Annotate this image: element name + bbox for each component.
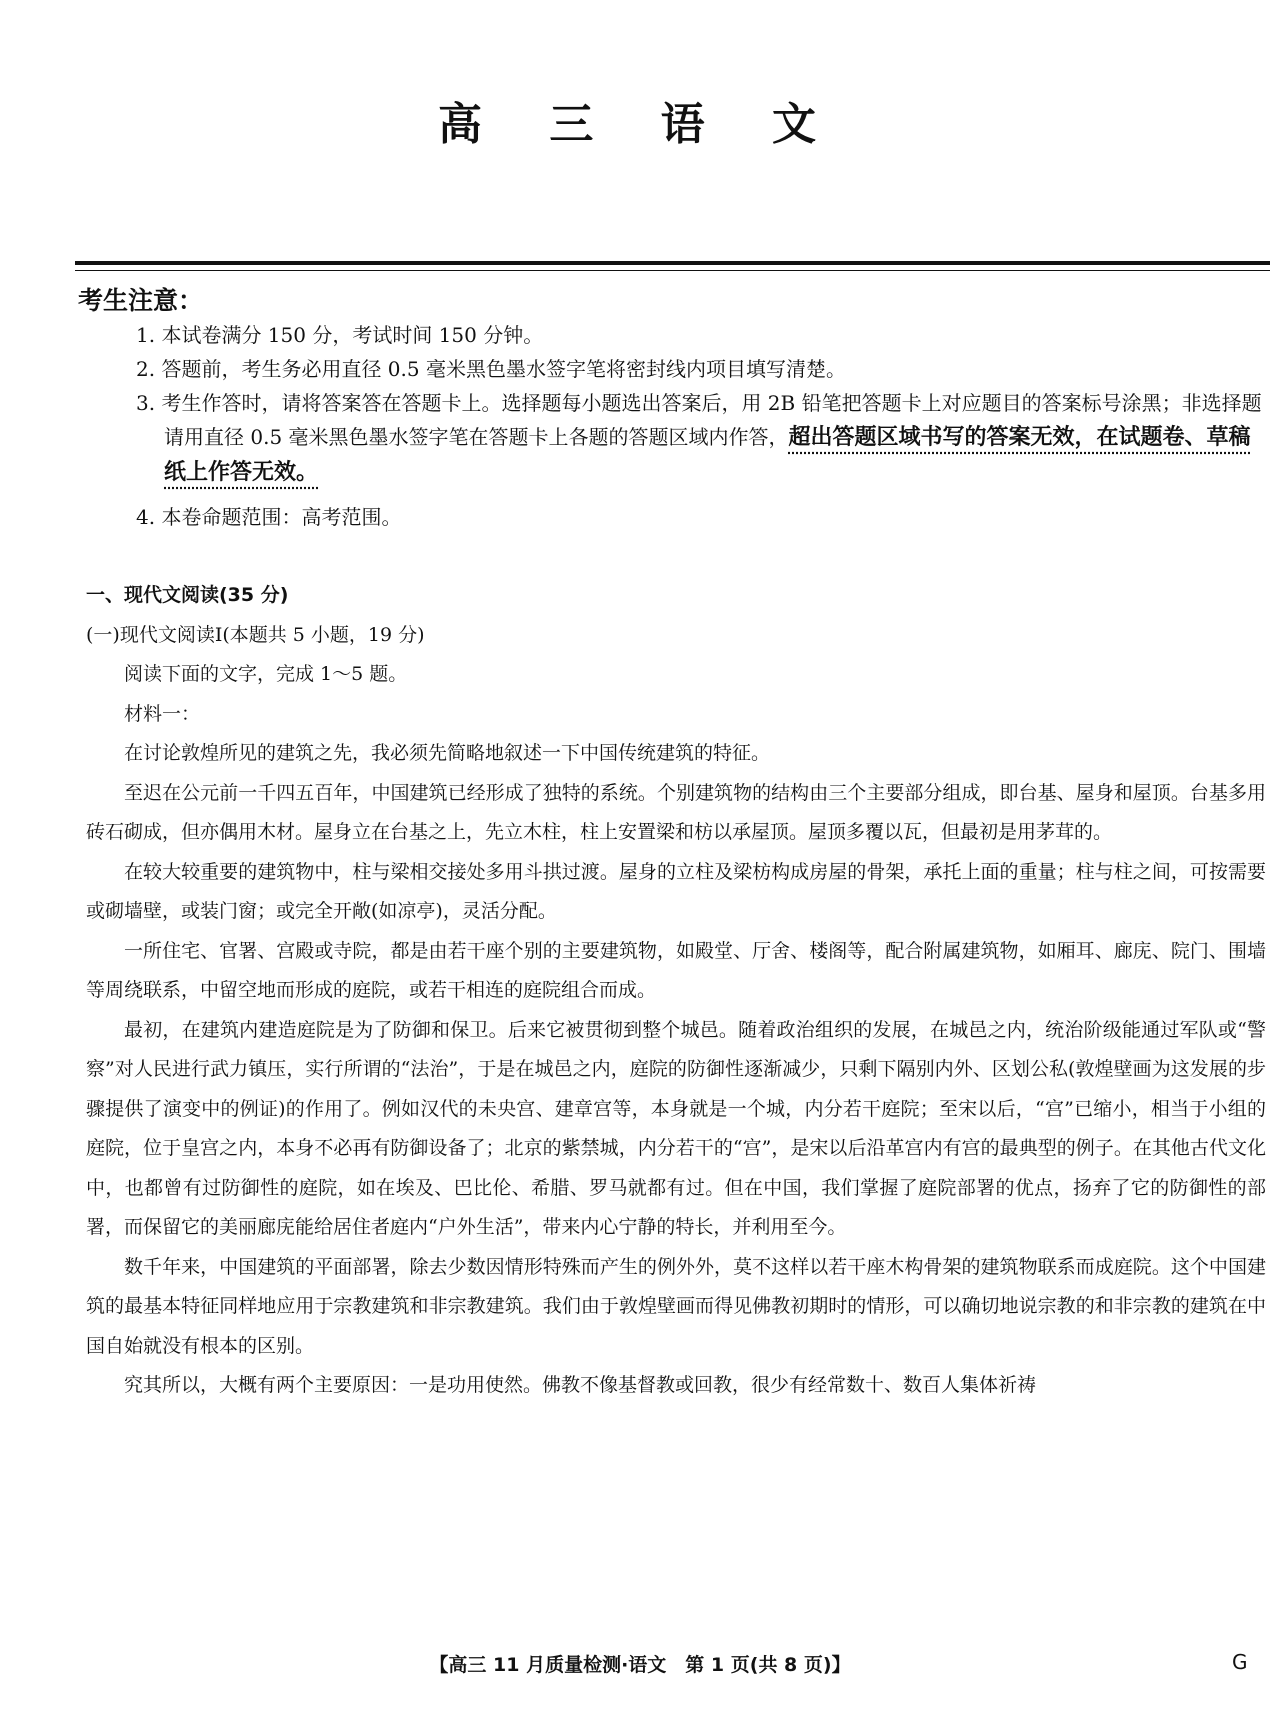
paragraph: 在较大较重要的建筑物中，柱与梁相交接处多用斗拱过渡。屋身的立柱及梁枋构成房屋的骨架，承托上面的重量；柱与柱之间，可按需要或砌墙壁，或装门窗；或完全开敞(如凉亭)，灵活分配。 xyxy=(86,860,1266,922)
paragraph: 究其所以，大概有两个主要原因：一是功用使然。佛教不像基督教或回教，很少有经常数十、数百人集体祈祷 xyxy=(124,1374,1037,1396)
paragraph: 在讨论敦煌所见的建筑之先，我必须先简略地叙述一下中国传统建筑的特征。 xyxy=(124,742,771,764)
notice-item-3-emphasis: 超出答题区域书写的答案无效，在试题卷、草稿纸上作答无效。 xyxy=(164,425,1251,485)
header-divider-thick xyxy=(75,261,1270,265)
material-label: 材料一： xyxy=(124,702,201,725)
reading-instruction: 阅读下面的文字，完成 1～5 题。 xyxy=(124,663,408,685)
notice-item-4: 4. 本卷命题范围：高考范围。 xyxy=(136,505,402,529)
page-footer: 【高三 11 月质量检测·语文 第 1 页(共 8 页)】 xyxy=(429,1654,851,1676)
section-subheading: (一)现代文阅读Ⅰ(本题共 5 小题，19 分) xyxy=(86,623,425,646)
notice-item-2: 2. 答题前，考生务必用直径 0.5 毫米黑色墨水签字笔将密封线内项目填写清楚。 xyxy=(136,357,846,381)
header-divider-thin xyxy=(75,270,1270,271)
paragraph: 最初，在建筑内建造庭院是为了防御和保卫。后来它被贯彻到整个城邑。随着政治组织的发展，在城邑之内，统治阶级能通过军队或“警察”对人民进行武力镇压，实行所谓的“法治”，于是在城邑之内，庭院的防御性逐渐减少，只剩下隔别内外、区划公私(敦煌壁画为这发展的步骤提供了演变中的例证)的作用了。例如汉代的未央宫、建章宫等，本身就是一个城，内分若干庭院；至宋以后，“宫”已缩小，相当于小组的庭院，位于皇宫之内，本身不必再有防御设备了；北京的紫禁城，内分若干的“宫”，是宋以后沿革宫内有宫的最典型的例子。在其他古代文化中，也都曾有过防御性的庭院，如在埃及、巴比伦、希腊、罗马就都有过。但在中国，我们掌握了庭院部署的优点，扬弃了它的防御性的部署，而保留它的美丽廊庑能给居住者庭内“户外生活”，带来内心宁静的特长，并利用至今。 xyxy=(86,1018,1266,1238)
paragraph: 一所住宅、官署、宫殿或寺院，都是由若干座个别的主要建筑物，如殿堂、厅舍、楼阁等，配合附属建筑物，如厢耳、廊庑、院门、围墙等周绕联系，中留空地而形成的庭院，或若干相连的庭院组合而成。 xyxy=(86,939,1266,1001)
paragraph: 至迟在公元前一千四五百年，中国建筑已经形成了独特的系统。个别建筑物的结构由三个主要部分组成，即台基、屋身和屋顶。台基多用砖石砌成，但亦偶用木材。屋身立在台基之上，先立木柱，柱上安置梁和枋以承屋顶。屋顶多覆以瓦，但最初是用茅茸的。 xyxy=(86,781,1266,843)
notice-item-1: 1. 本试卷满分 150 分，考试时间 150 分钟。 xyxy=(136,323,544,347)
corner-mark: G xyxy=(1232,1650,1248,1674)
page-title: 高 三 语 文 xyxy=(438,99,842,150)
paragraph: 数千年来，中国建筑的平面部署，除去少数因情形特殊而产生的例外外，莫不这样以若干座木构骨架的建筑物联系而成庭院。这个中国建筑的最基本特征同样地应用于宗教建筑和非宗教建筑。我们由于敦煌壁画而得见佛教初期时的情形，可以确切地说宗教的和非宗教的建筑在中国自始就没有根本的区别。 xyxy=(86,1255,1266,1357)
section-heading: 一、现代文阅读(35 分) xyxy=(86,584,289,606)
notice-item-3-text: 3. 考生作答时，请将答案答在答题卡上。选择题每小题选出答案后，用 2B 铅笔把答题卡上对应题目的答案标号涂黑；非选择题请用直径 0.5 毫米黑色墨水签字笔在答题卡上各题的答题区域内作答， xyxy=(136,391,1262,449)
notice-heading: 考生注意： xyxy=(78,286,204,315)
notice-item-3 xyxy=(136,386,1266,490)
notice-list xyxy=(136,318,1266,534)
reading-section xyxy=(86,576,1266,1406)
